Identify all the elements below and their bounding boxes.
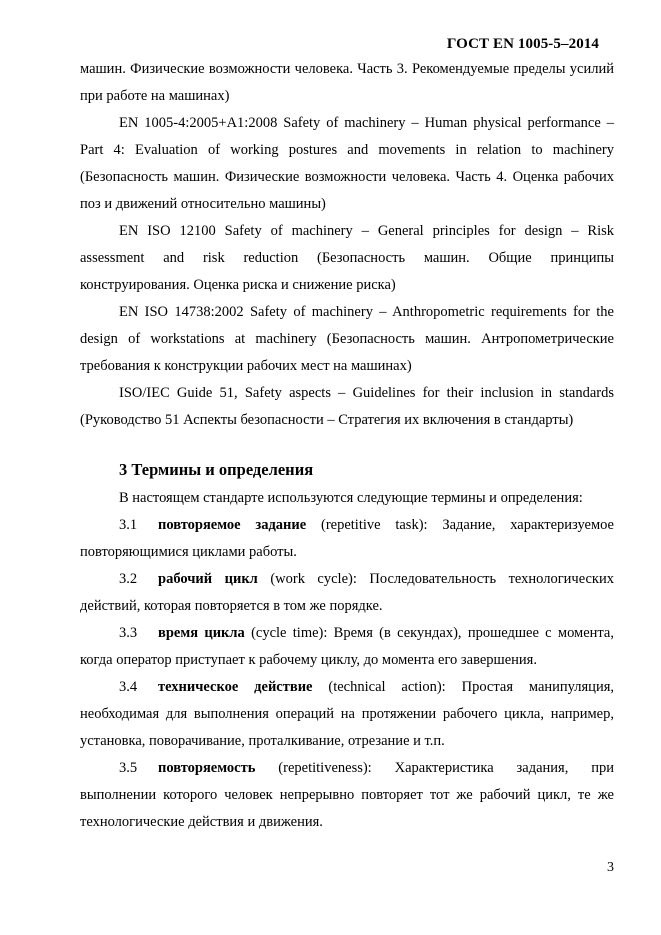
term-name: повторяемость <box>158 760 256 776</box>
reference-item: EN 1005-4:2005+A1:2008 Safety of machinery – Human physical performance – Part 4: Evaluation of working postures and movements in relation to machinery (Безопасность машин. Физические возможности человека. Часть 4. Оценка рабочих поз и движений относительно машины) <box>80 115 614 212</box>
page-body <box>80 56 614 836</box>
reference-item: EN ISO 14738:2002 Safety of machinery – Anthropometric requirements for the design of workstations at machinery (Безопасность машин. Антропометрические требования к конструкции рабочих мест на машинах) <box>80 304 614 374</box>
term-definition <box>80 755 614 836</box>
term-definition <box>80 512 614 566</box>
term-name: рабочий цикл <box>158 571 258 587</box>
term-number: 3.1 <box>119 517 138 533</box>
document-code-header: ГОСТ EN 1005-5–2014 <box>446 36 599 52</box>
term-text: (technical action): Простая манипуляция, необходимая для выполнения операций на протяжении рабочего цикла, например, установка, поворачивание, проталкивание, отрезание и т.п. <box>80 679 614 749</box>
reference-item: EN ISO 12100 Safety of machinery – General principles for design – Risk assessment and risk reduction (Безопасность машин. Общие принципы конструирования. Оценка риска и снижение риска) <box>80 223 614 293</box>
term-definition <box>80 566 614 620</box>
term-text: (cycle time): Время (в секундах), прошедшее с момента, когда оператор приступает к рабочему циклу, до момента его завершения. <box>80 625 614 668</box>
term-definition <box>80 674 614 755</box>
reference-item: ISO/IEC Guide 51, Safety aspects – Guidelines for their inclusion in standards (Руководство 51 Аспекты безопасности – Стратегия их включения в стандарты) <box>80 385 614 428</box>
term-name: повторяемое задание <box>158 517 307 533</box>
section-intro: В настоящем стандарте используются следующие термины и определения: <box>119 490 583 506</box>
term-text: (work cycle): Последовательность технологических действий, которая повторяется в том же порядке. <box>80 571 614 614</box>
term-number: 3.5 <box>119 760 138 776</box>
term-text: (repetitive task): Задание, характеризуемое повторяющимися циклами работы. <box>80 517 614 560</box>
term-number: 3.3 <box>119 625 138 641</box>
term-text: (repetitiveness): Характеристика задания, при выполнении которого человек непрерывно повторяет тот же рабочий цикл, те же технологические действия и движения. <box>80 760 614 830</box>
term-number: 3.2 <box>119 571 138 587</box>
term-definition <box>80 620 614 674</box>
reference-item: машин. Физические возможности человека. Часть 3. Рекомендуемые пределы усилий при работе на машинах) <box>80 61 614 104</box>
section-title: 3 Термины и определения <box>119 460 314 479</box>
term-name: время цикла <box>158 625 245 641</box>
page-number: 3 <box>607 860 614 875</box>
term-name: техническое действие <box>158 679 313 695</box>
term-number: 3.4 <box>119 679 138 695</box>
